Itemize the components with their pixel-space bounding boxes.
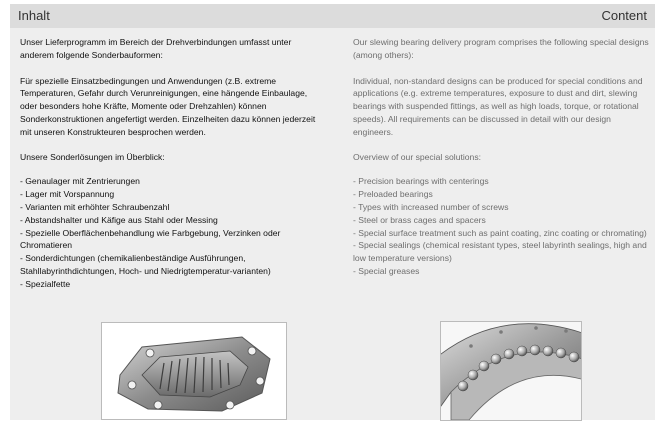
list-item: - Abstandshalter und Käfige aus Stahl oder Messing bbox=[20, 214, 218, 225]
english-body: Individual, non-standard designs can be produced for special conditions and applications (e.g. extreme temperatures, exposure to dust and dirt, slewing bearings with suspended fittings, as well as high loads, torque, or rotational speeds). All requirements can be discussed in detail with our design engineers. bbox=[353, 75, 643, 137]
list-item: - Sonderdichtungen (chemikalienbeständige Ausführungen, Stahllabyrinthdichtungen, Hoch- und Niedrigtemperatur-varianten) bbox=[20, 253, 271, 276]
german-solution-list bbox=[20, 175, 320, 290]
german-overview-title: Unsere Sonderlösungen im Überblick: bbox=[20, 151, 165, 162]
german-body: Für spezielle Einsatzbedingungen und Anwendungen (z.B. extreme Temperaturen, Gefahr durch Verunreinigungen, eine hängende Einbaulage, oder besonders hohe Kräfte, Momente oder Drehzahlen) können Sonderkonstruktionen angefertigt werden. Einzelheiten dazu können jederzeit mit unseren Konstrukteuren besprochen werden. bbox=[20, 75, 316, 137]
header-bar bbox=[10, 4, 655, 28]
list-item: - Preloaded bearings bbox=[353, 189, 433, 200]
list-item: - Lager mit Vorspannung bbox=[20, 189, 115, 200]
english-overview-title: Overview of our special solutions: bbox=[353, 151, 482, 162]
list-item: - Genaulager mit Zentrierungen bbox=[20, 176, 140, 187]
section-title-content: Content bbox=[601, 8, 647, 23]
list-item: - Types with increased number of screws bbox=[353, 201, 509, 212]
english-column bbox=[353, 36, 653, 278]
english-intro: Our slewing bearing delivery program comprises the following special designs (among others): bbox=[353, 37, 649, 60]
special-bearing-photo bbox=[101, 322, 287, 420]
german-column bbox=[20, 36, 320, 291]
list-item: - Special sealings (chemical resistant types, steel labyrinth sealings, high and low temperature versions) bbox=[353, 240, 647, 264]
list-item: - Special greases bbox=[353, 265, 420, 276]
list-item: - Steel or brass cages and spacers bbox=[353, 214, 486, 225]
ball-bearing-ring-illustration bbox=[441, 322, 581, 420]
list-item: - Varianten mit erhöhter Schraubenzahl bbox=[20, 201, 170, 212]
slewing-ring-photo bbox=[440, 321, 582, 421]
list-item: - Special surface treatment such as paint coating, zinc coating or chromating) bbox=[353, 227, 647, 238]
german-intro: Unser Lieferprogramm im Bereich der Drehverbindungen umfasst unter anderem folgende Sonderbauformen: bbox=[20, 37, 292, 60]
english-solution-list bbox=[353, 175, 653, 277]
bearing-cage-illustration bbox=[102, 323, 286, 419]
section-title-inhalt: Inhalt bbox=[18, 8, 50, 23]
list-item: - Spezialfette bbox=[20, 278, 71, 289]
list-item: - Spezielle Oberflächenbehandlung wie Farbgebung, Verzinken oder Chromatieren bbox=[20, 227, 281, 251]
list-item: - Precision bearings with centerings bbox=[353, 176, 489, 187]
